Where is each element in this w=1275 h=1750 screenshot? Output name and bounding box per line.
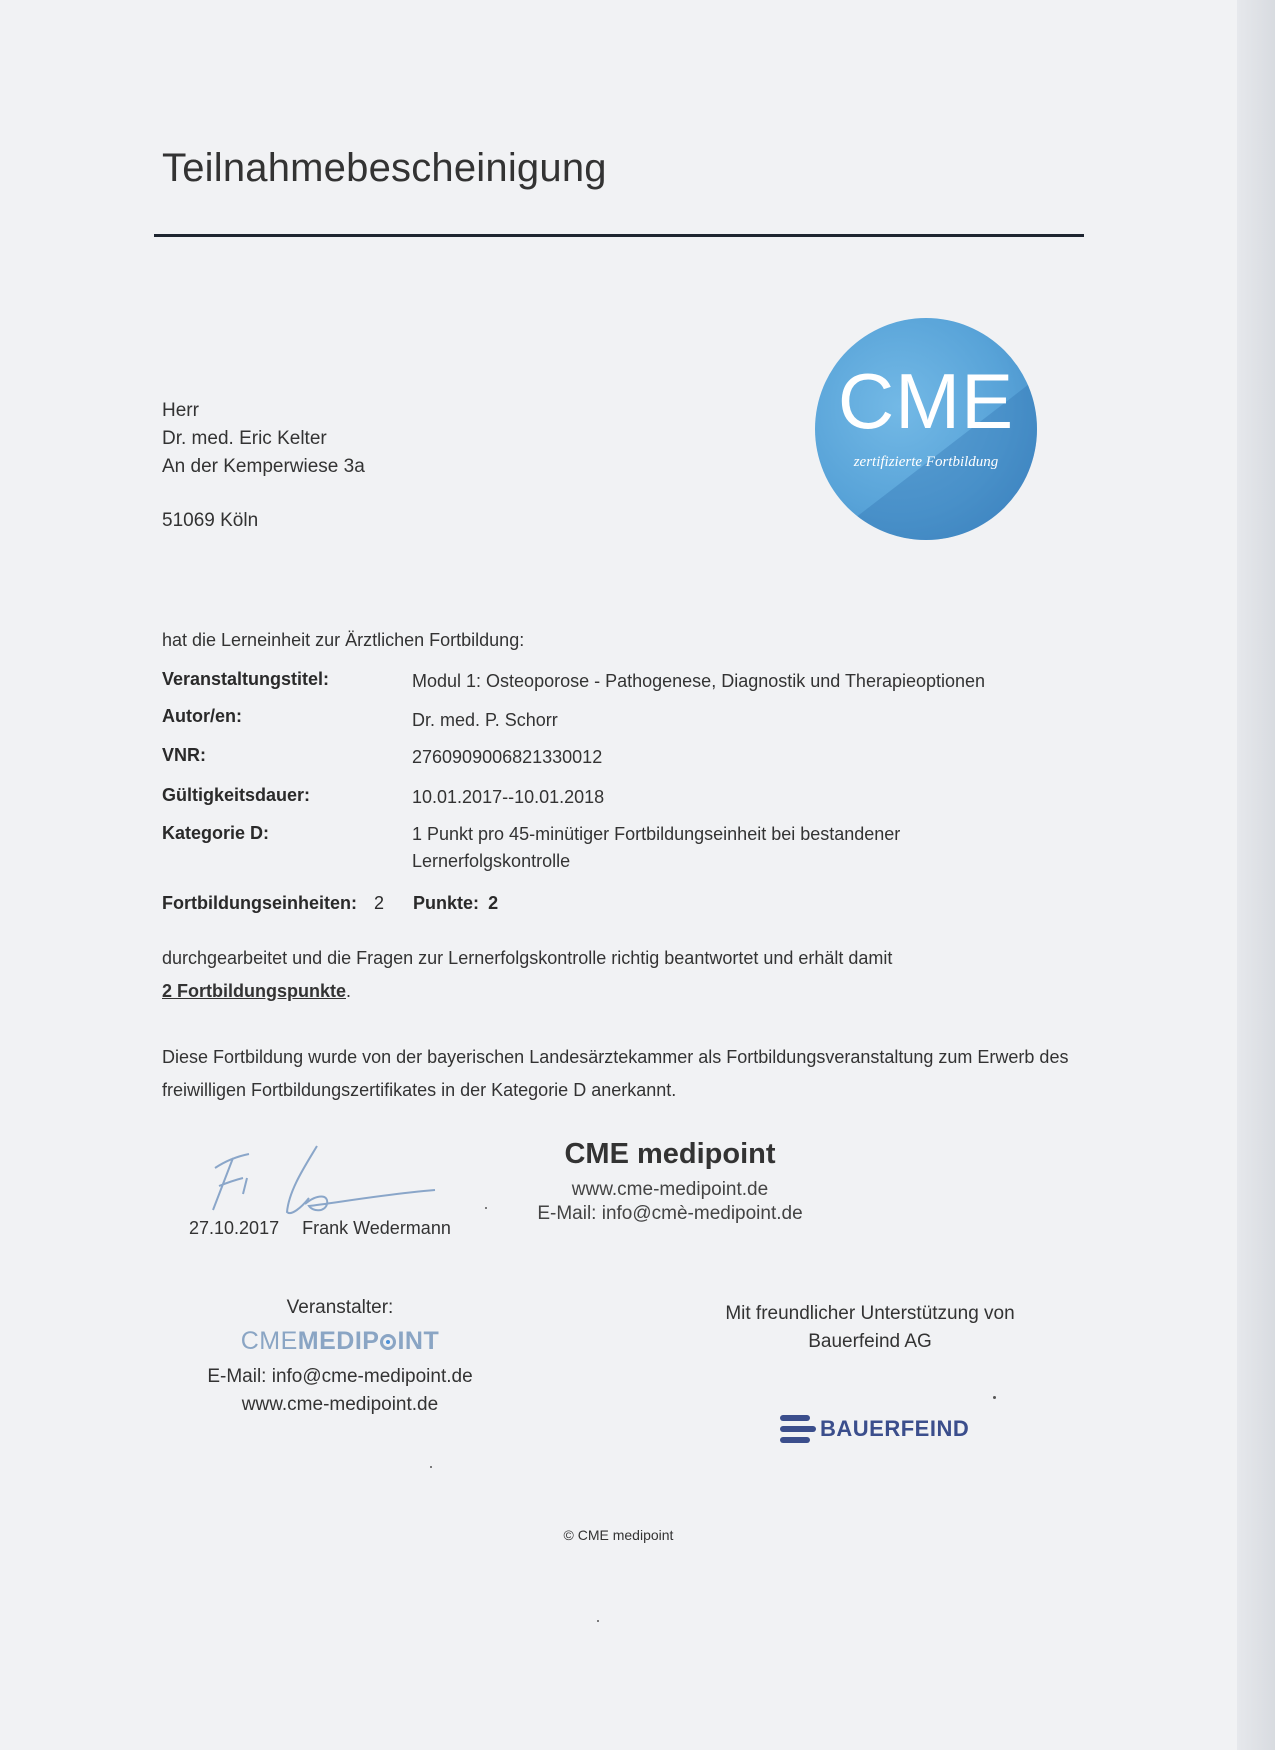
result-paragraph [162,942,1112,1008]
signature-graphic [205,1138,445,1228]
cme-stamp [520,1138,820,1225]
recognition-paragraph: Diese Fortbildung wurde von der bayerischen Landesärztekammer als Fortbildungsveranstaltung zum Erwerb des freiwilligen Fortbildungszertifikates in der Kategorie D anerkannt. [162,1047,1069,1100]
points-label: Punkte: [413,893,480,913]
result-end: . [346,981,352,1001]
organizer-mail: E-Mail: info@cme-medipoint.de [207,1366,473,1387]
copyright: © CME medipoint [563,1527,674,1543]
organizer-logo-bold-b: INT [397,1327,440,1355]
detail-label-vnr: VNR: [162,745,206,765]
organizer-logo [170,1327,510,1356]
target-dot-icon [380,1334,396,1350]
sponsor-line2: Bauerfeind AG [808,1331,932,1352]
scan-speck [993,1396,996,1399]
signature-line [189,1218,451,1239]
badge-subtitle: zertifizierte Fortbildung [853,454,999,470]
units-value: 2 [374,893,385,913]
title-rule [154,234,1084,237]
sponsor-block [690,1300,1050,1356]
recipient-street: An der Kemperwiese 3a [162,456,365,477]
bauerfeind-mark-icon [780,1413,816,1445]
recipient-salutation: Herr [162,400,199,421]
detail-value-category: 1 Punkt pro 45-minütiger Fortbildungseinheit bei bestandener Lernerfolgskontrolle [412,824,901,871]
organizer-logo-light: CME [240,1327,298,1355]
signature-name: Frank Wedermann [302,1218,451,1238]
detail-label-category: Kategorie D: [162,823,270,843]
detail-label-title: Veranstaltungstitel: [162,669,330,689]
points-value: 2 [488,893,499,913]
signature-date: 27.10.2017 [189,1218,280,1238]
detail-value-author: Dr. med. P. Schorr [412,710,558,730]
document-title: Teilnahmebescheinigung [162,146,607,190]
detail-label-author: Autor/en: [162,706,242,726]
scan-speck [430,1466,432,1468]
units-label: Fortbildungseinheiten: [162,893,357,913]
intro-text: hat die Lerneinheit zur Ärztlichen Fortbildung: [162,630,525,650]
detail-label-validity: Gültigkeitsdauer: [162,785,311,805]
stamp-mail: E-Mail: info@cmè-medipoint.de [537,1203,803,1224]
organizer-web: www.cme-medipoint.de [241,1394,439,1415]
result-text: durchgearbeitet und die Fragen zur Lernerfolgskontrolle richtig beantwortet und erhält damit [162,948,893,968]
organizer-block [170,1297,510,1416]
organizer-logo-bold-a: MEDIP [297,1327,380,1355]
stamp-name: CME medipoint [564,1138,776,1170]
cme-badge-logo [815,318,1037,540]
page-edge-shadow [1237,0,1275,1750]
stamp-web: www.cme-medipoint.de [571,1179,769,1200]
bauerfeind-logo [780,1413,969,1445]
detail-value-validity: 10.01.2017--10.01.2018 [412,787,605,807]
units-line [162,893,498,914]
recipient-city: 51069 Köln [162,510,259,531]
detail-value-vnr: 2760909006821330012 [412,747,603,767]
scan-speck [597,1620,599,1622]
scan-speck [485,1207,487,1209]
result-points: 2 Fortbildungspunkte [162,981,346,1001]
organizer-label: Veranstalter: [286,1297,394,1318]
sponsor-line1: Mit freundlicher Unterstützung von [725,1303,1015,1324]
recipient-name: Dr. med. Eric Kelter [162,428,327,449]
badge-text: CME [837,357,1015,445]
bauerfeind-logo-text: BAUERFEIND [820,1416,970,1441]
detail-value-title: Modul 1: Osteoporose - Pathogenese, Diagnostik und Therapieoptionen [412,671,986,691]
